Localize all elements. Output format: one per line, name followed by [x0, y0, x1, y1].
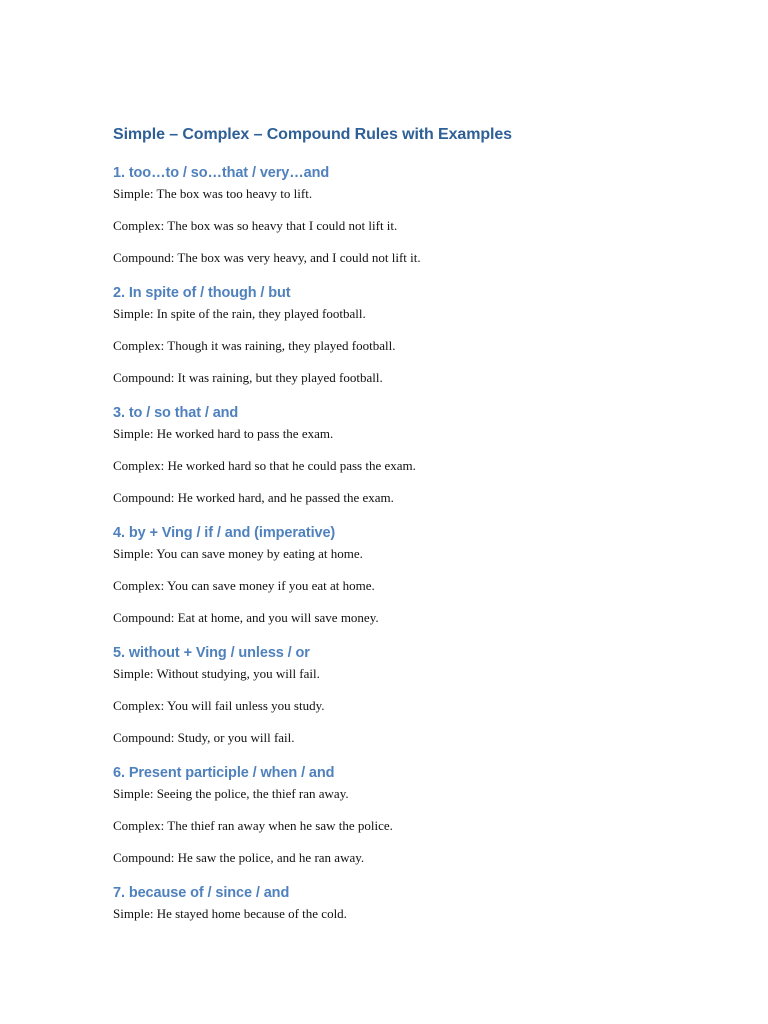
complex-example: Complex: The box was so heavy that I could not lift it. [113, 218, 398, 233]
simple-example: Simple: In spite of the rain, they played football. [113, 306, 366, 321]
complex-example: Complex: He worked hard so that he could pass the exam. [113, 458, 416, 473]
simple-example: Simple: Seeing the police, the thief ran away. [113, 786, 349, 801]
complex-example: Complex: You will fail unless you study. [113, 698, 325, 713]
complex-example: Complex: You can save money if you eat at home. [113, 578, 375, 593]
compound-example: Compound: The box was very heavy, and I could not lift it. [113, 250, 421, 265]
compound-example: Compound: Eat at home, and you will save money. [113, 610, 379, 625]
simple-example: Simple: He stayed home because of the cold. [113, 906, 347, 921]
rule-section-6 [113, 763, 713, 868]
complex-example: Complex: Though it was raining, they played football. [113, 338, 396, 353]
compound-example: Compound: He saw the police, and he ran away. [113, 850, 365, 865]
simple-example: Simple: He worked hard to pass the exam. [113, 426, 334, 441]
document-page [113, 124, 713, 924]
rule-section-5 [113, 643, 713, 748]
section-heading: 4. by + Ving / if / and (imperative) [113, 525, 336, 541]
rule-section-7 [113, 883, 713, 924]
rule-section-3 [113, 403, 713, 508]
simple-example: Simple: Without studying, you will fail. [113, 666, 320, 681]
rule-section-2 [113, 283, 713, 388]
complex-example: Complex: The thief ran away when he saw the police. [113, 818, 393, 833]
section-heading: 5. without + Ving / unless / or [113, 645, 310, 661]
document-title: Simple – Complex – Compound Rules with Examples [113, 126, 512, 143]
simple-example: Simple: You can save money by eating at home. [113, 546, 363, 561]
section-heading: 6. Present participle / when / and [113, 765, 335, 781]
compound-example: Compound: It was raining, but they played football. [113, 370, 383, 385]
rule-section-4 [113, 523, 713, 628]
section-heading: 1. too…to / so…that / very…and [113, 165, 330, 181]
compound-example: Compound: He worked hard, and he passed the exam. [113, 490, 394, 505]
simple-example: Simple: The box was too heavy to lift. [113, 186, 313, 201]
section-heading: 2. In spite of / though / but [113, 285, 291, 301]
section-heading: 3. to / so that / and [113, 405, 239, 421]
section-heading: 7. because of / since / and [113, 885, 290, 901]
compound-example: Compound: Study, or you will fail. [113, 730, 295, 745]
rule-section-1 [113, 163, 713, 268]
